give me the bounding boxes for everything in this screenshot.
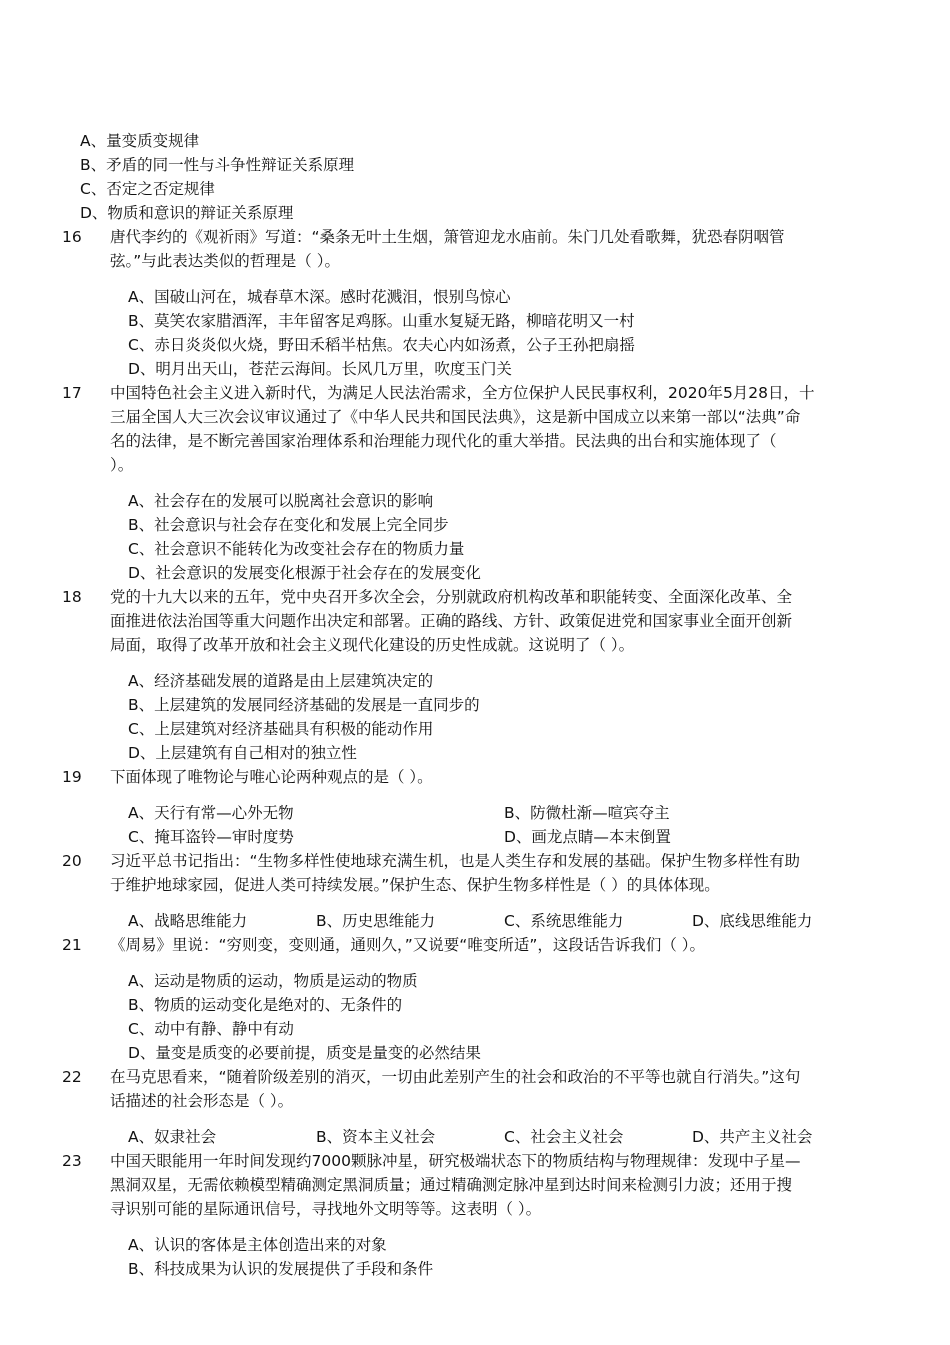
question-number: 18	[62, 588, 82, 606]
question-number: 17	[62, 384, 82, 402]
option-D: D、上层建筑有自己相对的独立性	[128, 744, 357, 762]
question-number: 19	[62, 768, 82, 786]
question-number: 20	[62, 852, 82, 870]
question-stem-line: 《周易》里说：“穷则变，变则通，通则久，”又说要“唯变所适”，这段话告诉我们（ ）。	[110, 936, 706, 954]
option-D: D、社会意识的发展变化根源于社会存在的发展变化	[128, 564, 481, 582]
option-A: A、奴隶社会	[128, 1128, 217, 1146]
option-D: D、共产主义社会	[692, 1128, 813, 1146]
option-B: B、上层建筑的发展同经济基础的发展是一直同步的	[128, 696, 480, 714]
option-A: A、认识的客体是主体创造出来的对象	[128, 1236, 387, 1254]
option-A: A、社会存在的发展可以脱离社会意识的影响	[128, 492, 434, 510]
question-stem-line: 寻识别可能的星际通讯信号，寻找地外文明等等。这表明（ ）。	[110, 1200, 542, 1218]
question-number: 21	[62, 936, 82, 954]
option-B: B、莫笑农家腊酒浑，丰年留客足鸡豚。山重水复疑无路，柳暗花明又一村	[128, 312, 635, 330]
question-stem-line: 下面体现了唯物论与唯心论两种观点的是（ ）。	[110, 768, 433, 786]
option-B: B、社会意识与社会存在变化和发展上完全同步	[128, 516, 449, 534]
option-D: D、量变是质变的必要前提，质变是量变的必然结果	[128, 1044, 481, 1062]
question-stem-line: 于维护地球家园，促进人类可持续发展。”保护生态、保护生物多样性是（ ）的具体体现。	[110, 876, 720, 894]
question-stem-line: 弦。”与此表达类似的哲理是（ ）。	[110, 252, 340, 270]
option-D: D、画龙点睛—本末倒置	[504, 828, 671, 846]
option-C: C、社会主义社会	[504, 1128, 624, 1146]
option-D: D、底线思维能力	[692, 912, 813, 930]
question-stem-line: 唐代李约的《观祈雨》写道：“桑条无叶土生烟，箫管迎龙水庙前。朱门几处看歌舞，犹恐春阴咽管	[110, 228, 785, 246]
option-A: A、运动是物质的运动，物质是运动的物质	[128, 972, 418, 990]
option-C: C、否定之否定规律	[80, 180, 215, 198]
question-stem-line: 党的十九大以来的五年，党中央召开多次全会，分别就政府机构改革和职能转变、全面深化改革、全	[110, 588, 793, 606]
option-C: C、赤日炎炎似火烧，野田禾稻半枯焦。农夫心内如汤煮，公子王孙把扇摇	[128, 336, 635, 354]
option-C: C、上层建筑对经济基础具有积极的能动作用	[128, 720, 434, 738]
option-A: A、量变质变规律	[80, 132, 200, 150]
option-B: B、矛盾的同一性与斗争性辩证关系原理	[80, 156, 355, 174]
option-B: B、防微杜渐—喧宾夺主	[504, 804, 670, 822]
question-stem-line: 中国天眼能用一年时间发现约7000颗脉冲星，研究极端状态下的物质结构与物理规律：发现中子星—	[110, 1152, 801, 1170]
option-C: C、社会意识不能转化为改变社会存在的物质力量	[128, 540, 465, 558]
option-C: C、系统思维能力	[504, 912, 624, 930]
question-number: 23	[62, 1152, 82, 1170]
option-B: B、资本主义社会	[316, 1128, 436, 1146]
question-stem-line: ）。	[110, 456, 134, 474]
question-number: 16	[62, 228, 82, 246]
question-stem-line: 三届全国人大三次会议审议通过了《中华人民共和国民法典》，这是新中国成立以来第一部以“法典”命	[110, 408, 801, 426]
option-D: D、物质和意识的辩证关系原理	[80, 204, 294, 222]
option-A: A、战略思维能力	[128, 912, 248, 930]
question-stem-line: 面推进依法治国等重大问题作出决定和部署。正确的路线、方针、政策促进党和国家事业全面开创新	[110, 612, 793, 630]
option-A: A、经济基础发展的道路是由上层建筑决定的	[128, 672, 434, 690]
option-C: C、掩耳盗铃—审时度势	[128, 828, 294, 846]
question-stem-line: 话描述的社会形态是（ ）。	[110, 1092, 294, 1110]
question-stem-line: 局面，取得了改革开放和社会主义现代化建设的历史性成就。这说明了（ ）。	[110, 636, 635, 654]
option-B: B、物质的运动变化是绝对的、无条件的	[128, 996, 403, 1014]
question-stem-line: 在马克思看来，“随着阶级差别的消灭，一切由此差别产生的社会和政治的不平等也就自行消失。”这句	[110, 1068, 801, 1086]
option-C: C、动中有静、静中有动	[128, 1020, 294, 1038]
option-A: A、国破山河在，城春草木深。感时花溅泪，恨别鸟惊心	[128, 288, 511, 306]
question-stem-line: 习近平总书记指出：“生物多样性使地球充满生机，也是人类生存和发展的基础。保护生物多样性有助	[110, 852, 801, 870]
question-stem-line: 名的法律，是不断完善国家治理体系和治理能力现代化的重大举措。民法典的出台和实施体现了（	[110, 432, 777, 450]
question-stem-line: 黑洞双星，无需依赖模型精确测定黑洞质量；通过精确测定脉冲星到达时间来检测引力波；还用于搜	[110, 1176, 793, 1194]
option-D: D、明月出天山，苍茫云海间。长风几万里，吹度玉门关	[128, 360, 512, 378]
question-stem-line: 中国特色社会主义进入新时代，为满足人民法治需求，全方位保护人民民事权利，2020年5月28日，十	[110, 384, 815, 402]
option-A: A、天行有常—心外无物	[128, 804, 294, 822]
option-B: B、科技成果为认识的发展提供了手段和条件	[128, 1260, 434, 1278]
option-B: B、历史思维能力	[316, 912, 436, 930]
question-number: 22	[62, 1068, 82, 1086]
